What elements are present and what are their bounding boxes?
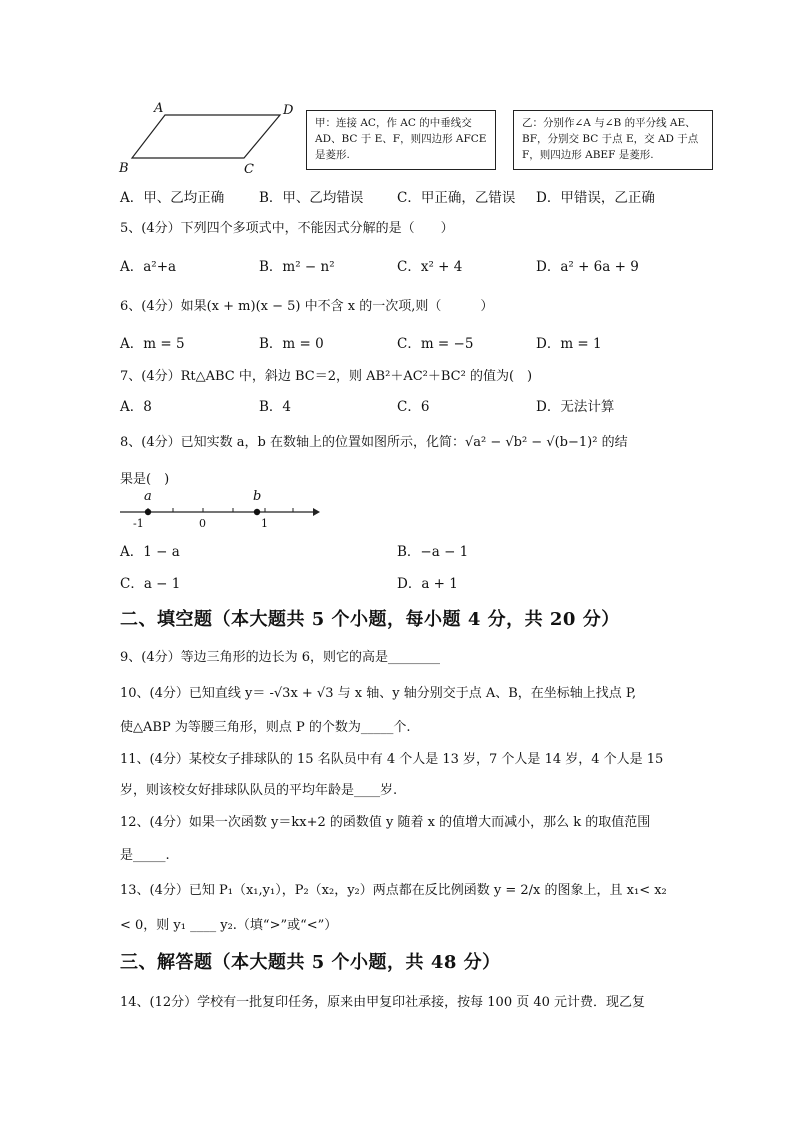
point-a [145,509,151,515]
q10-stem: 10、(4分）已知直线 y＝ -√3x + √3 与 x 轴、y 轴分别交于点 A、B，在坐标轴上找点 P, [120,686,637,701]
vertex-a: A [154,101,164,116]
q5-option-b: B．m² − n² [259,259,335,275]
q6-option-c: C．m = −5 [397,336,474,352]
point-b [254,509,260,515]
parallelogram-figure [110,95,310,185]
q8-option-b: B．−a − 1 [397,544,469,560]
q4-option-b: B．甲、乙均错误 [259,190,364,206]
point-b-label: b [253,489,262,504]
q9-stem: 9、(4分）等边三角形的边长为 6，则它的高是________ [120,650,441,665]
q6-option-b: B．m = 0 [259,336,324,352]
q4-option-c: C．甲正确，乙错误 [397,190,516,206]
q8-option-a: A．1 − a [120,544,180,560]
q14-stem: 14、(12分）学校有一批复印任务，原来由甲复印社承接，按每 100 页 40 元计费．现乙复 [120,995,646,1010]
q11-stem-continued: 岁，则该校女好排球队队员的平均年龄是____岁. [120,783,398,798]
q4-option-a: A．甲、乙均正确 [120,190,225,206]
q5-option-a: A．a²+a [120,259,177,275]
vertex-c: C [244,162,254,177]
vertex-b: B [119,161,129,176]
section-3-heading: 三、解答题（本大题共 5 个小题，共 48 分） [120,952,501,973]
section-2-heading: 二、填空题（本大题共 5 个小题，每小题 4 分，共 20 分） [120,609,620,630]
tick-label-neg1: -1 [133,517,144,530]
tick-label-0: 0 [199,517,206,530]
q12-stem-continued: 是_____. [120,848,170,863]
q6-stem: 6、(4分）如果(x + m)(x − 5) 中不含 x 的一次项,则（ ） [120,299,494,314]
point-a-label: a [144,489,152,504]
parallelogram-shape [132,115,280,158]
box-yi: 乙：分别作∠A 与∠B 的平分线 AE、BF，分别交 BC 于点 E，交 AD 于点 F，则四边形 ABEF 是菱形. [513,110,713,170]
q5-stem: 5、(4分）下列四个多项式中，不能因式分解的是（ ） [120,221,454,236]
q7-option-a: A．8 [120,399,152,415]
q4-option-d: D．甲错误，乙正确 [536,190,655,206]
tick-label-1: 1 [261,517,268,530]
q13-stem: 13、(4分）已知 P₁（x₁,y₁），P₂（x₂，y₂）两点都在反比例函数 y = 2/x 的图象上，且 x₁< x₂ [120,883,667,898]
vertex-d: D [283,103,294,118]
q8-option-c: C．a − 1 [120,576,181,592]
q8-stem: 8、(4分）已知实数 a，b 在数轴上的位置如图所示，化简：√a² − √b² − √(b−1)² 的结 [120,435,628,450]
q7-option-b: B．4 [259,399,292,415]
q6-option-a: A．m = 5 [120,336,185,352]
q8-stem-continued: 果是( ) [120,472,170,487]
q7-option-c: C．6 [397,399,430,415]
q12-stem: 12、(4分）如果一次函数 y＝kx+2 的函数值 y 随着 x 的值增大而减小，那么 k 的取值范围 [120,815,651,830]
q8-option-d: D．a + 1 [397,576,458,592]
q11-stem: 11、(4分）某校女子排球队的 15 名队员中有 4 个人是 13 岁，7 个人是 14 岁，4 个人是 15 [120,752,664,767]
number-line-arrow [313,508,320,516]
q5-option-c: C．x² + 4 [397,259,463,275]
q6-option-d: D．m = 1 [536,336,602,352]
q10-stem-continued: 使△ABP 为等腰三角形，则点 P 的个数为_____个. [120,720,411,735]
q7-stem: 7、(4分）Rt△ABC 中，斜边 BC＝2，则 AB²＋AC²＋BC² 的值为( ) [120,369,533,384]
q5-option-d: D．a² + 6a + 9 [536,259,639,275]
number-line [115,486,325,531]
q7-option-d: D．无法计算 [536,399,615,415]
q13-stem-continued: < 0，则 y₁ ____ y₂.（填“>”或“<”） [120,918,338,933]
box-jia: 甲：连接 AC，作 AC 的中垂线交 AD、BC 于 E、F，则四边形 AFCE 是菱形. [306,110,496,170]
